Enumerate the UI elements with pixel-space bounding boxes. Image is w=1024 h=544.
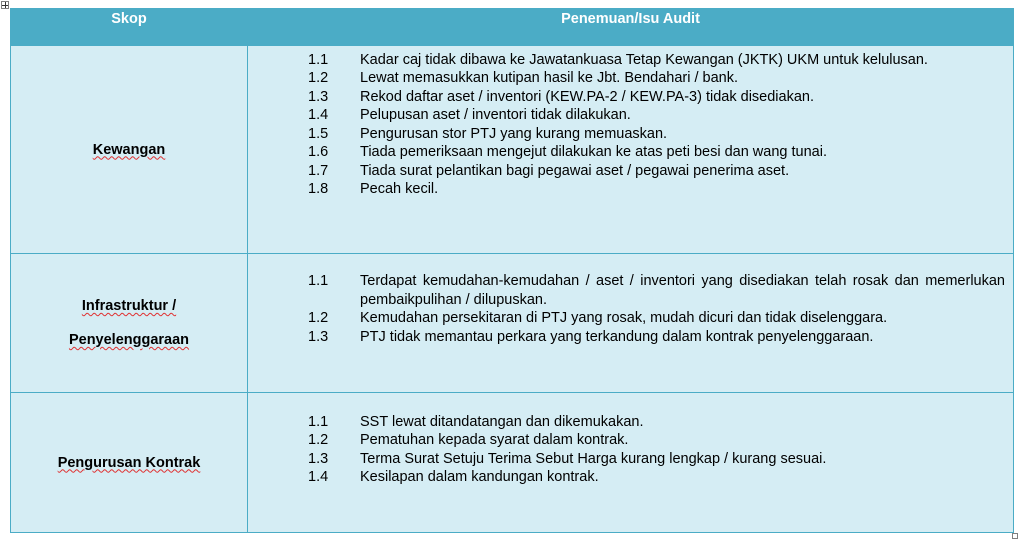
item-number: 1.1 <box>308 51 329 68</box>
item-number: 1.5 <box>308 125 329 142</box>
skop-label: Kewangan <box>92 141 166 158</box>
item-text: Kadar caj tidak dibawa ke Jawatankuasa Tetap Kewangan (JKTK) UKM untuk kelulusan. <box>360 51 928 68</box>
item-text: Terma Surat Setuju Terima Sebut Harga kurang lengkap / kurang sesuai. <box>360 450 827 467</box>
skop-label-line2: Penyelenggaraan <box>68 332 190 348</box>
list-item <box>248 162 1013 181</box>
list-item <box>248 413 1013 432</box>
item-number: 1.7 <box>308 162 329 179</box>
item-text: Pecah kecil. <box>360 181 439 197</box>
item-text: Kesilapan dalam kandungan kontrak. <box>360 469 599 485</box>
findings-list <box>248 272 1013 346</box>
list-item <box>248 328 1013 347</box>
findings-cell <box>248 46 1014 254</box>
item-number: 1.4 <box>308 107 329 123</box>
item-text: Terdapat kemudahan-kemudahan / aset / inventori yang disediakan telah rosak dan memerlukan pembaikpulihan / dilupuskan. <box>360 273 1005 308</box>
list-item <box>248 88 1013 107</box>
list-item <box>248 431 1013 450</box>
item-number: 1.1 <box>308 273 329 289</box>
list-item <box>248 468 1013 487</box>
item-number: 1.3 <box>308 450 329 467</box>
item-text: Pengurusan stor PTJ yang kurang memuaskan. <box>360 125 668 142</box>
item-number: 1.6 <box>308 144 329 160</box>
table-move-handle-icon[interactable] <box>1 1 9 9</box>
findings-cell <box>248 254 1014 393</box>
item-text: Pematuhan kepada syarat dalam kontrak. <box>360 432 629 448</box>
table-resize-handle-icon[interactable] <box>1012 533 1018 539</box>
item-text: Kemudahan persekitaran di PTJ yang rosak, mudah dicuri dan tidak diselenggara. <box>360 310 888 326</box>
findings-cell <box>248 393 1014 533</box>
list-item <box>248 272 1013 309</box>
item-number: 1.2 <box>308 432 329 448</box>
skop-cell <box>11 393 248 533</box>
list-item <box>248 143 1013 162</box>
item-text: Rekod daftar aset / inventori (KEW.PA-2 / KEW.PA-3) tidak disediakan. <box>360 88 814 105</box>
list-item <box>248 125 1013 144</box>
header-findings: Penemuan/Isu Audit <box>248 9 1014 46</box>
table-row-kontrak <box>11 393 1014 533</box>
skop-label-line1: Infrastruktur / <box>81 298 177 314</box>
item-number: 1.2 <box>308 310 329 326</box>
item-text: PTJ tidak memantau perkara yang terkandung dalam kontrak penyelenggaraan. <box>360 328 874 345</box>
findings-list <box>248 51 1013 199</box>
item-text: Pelupusan aset / inventori tidak dilakukan. <box>360 107 631 123</box>
skop-label: Pengurusan Kontrak <box>57 454 201 471</box>
item-number: 1.4 <box>308 469 329 485</box>
skop-cell <box>11 46 248 254</box>
audit-findings-table <box>10 8 1014 533</box>
table-row-infrastruktur <box>11 254 1014 393</box>
list-item <box>248 106 1013 125</box>
list-item <box>248 180 1013 199</box>
list-item <box>248 69 1013 88</box>
skop-cell <box>11 254 248 393</box>
list-item <box>248 309 1013 328</box>
table-header-row <box>11 9 1014 46</box>
item-text: SST lewat ditandatangan dan dikemukakan. <box>360 413 644 430</box>
item-text: Tiada surat pelantikan bagi pegawai aset / pegawai penerima aset. <box>360 162 790 179</box>
header-skop: Skop <box>11 9 248 46</box>
item-number: 1.3 <box>308 88 329 105</box>
list-item <box>248 450 1013 469</box>
findings-list <box>248 413 1013 487</box>
item-number: 1.8 <box>308 181 329 197</box>
item-text: Lewat memasukkan kutipan hasil ke Jbt. Bendahari / bank. <box>360 70 739 86</box>
item-number: 1.3 <box>308 328 329 345</box>
table-row-kewangan <box>11 46 1014 254</box>
item-text: Tiada pemeriksaan mengejut dilakukan ke atas peti besi dan wang tunai. <box>360 144 827 160</box>
item-number: 1.1 <box>308 413 329 430</box>
item-number: 1.2 <box>308 70 329 86</box>
list-item <box>248 51 1013 70</box>
